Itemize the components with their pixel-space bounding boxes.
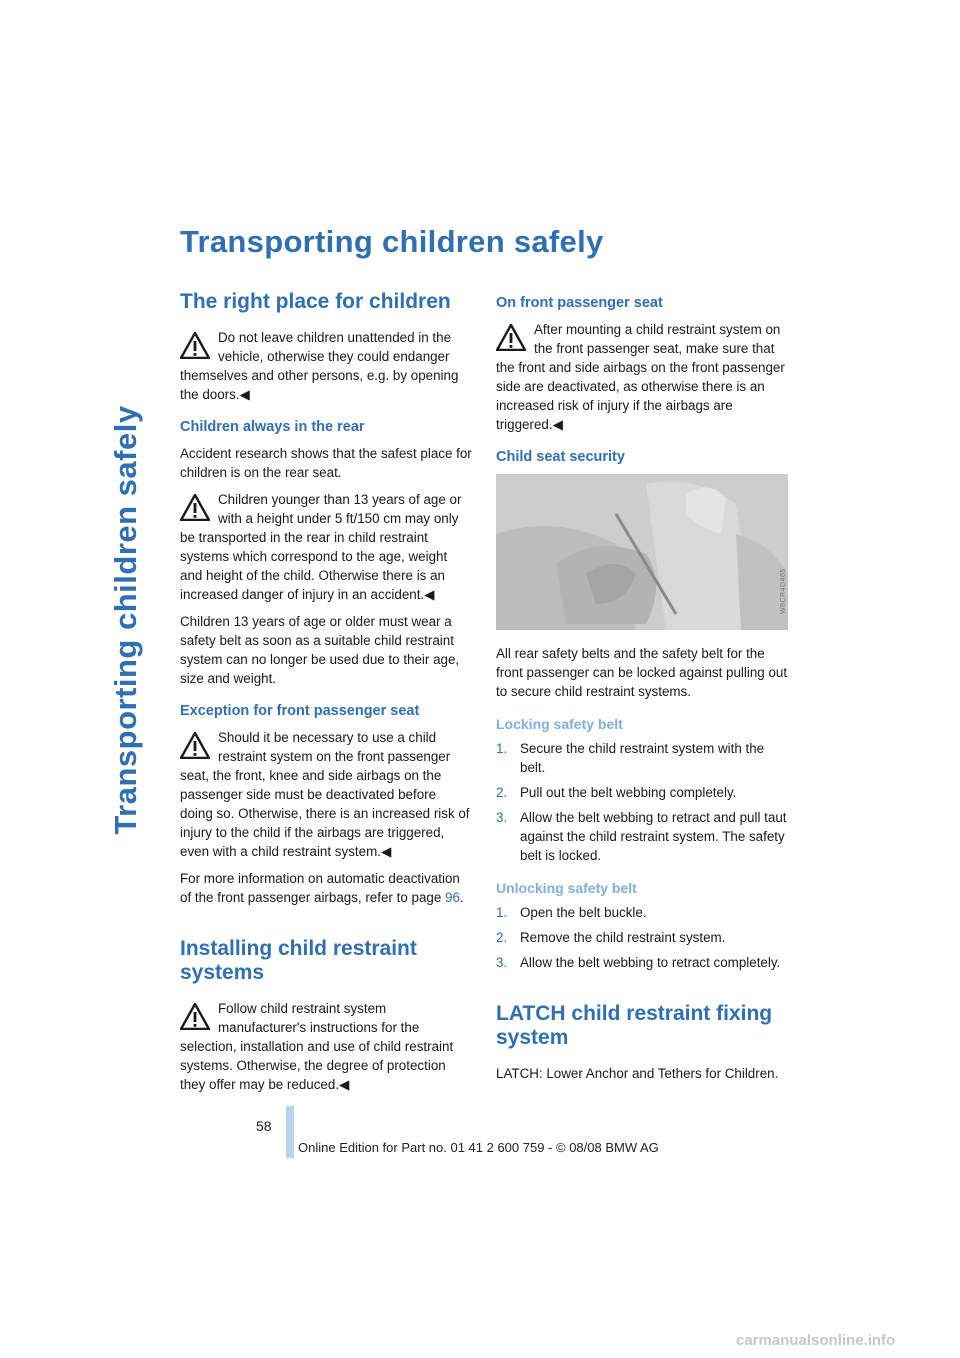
step-number: 2. [496, 785, 508, 800]
list-item [496, 783, 788, 802]
left-column [180, 290, 472, 1102]
warning-text-3: Should it be necessary to use a child restraint system on the front passenger seat, the front, knee and side airbags on the passenger side must be deactivated before doing so. Otherwise, there is an increased risk of injury to the child if the airbags are triggered, even with a child restraint system.◀ [180, 730, 470, 859]
page-title: Transporting children safely [180, 224, 604, 259]
paragraph-children-13: Children 13 years of age or older must wear a safety belt as soon as a suitable child restraint system can no longer be used due to their age, size and weight. [180, 614, 460, 686]
warning-triangle-icon [496, 324, 526, 354]
more-info-end: . [459, 890, 464, 905]
heading-unlocking-belt: Unlocking safety belt [496, 880, 637, 896]
warning-text-2: Children younger than 13 years of age or with a height under 5 ft/150 cm may only be transported in the rear in child restraint systems which correspond to the age, weight and height of the child. Otherwise there is an increased danger of injury in an accident.◀ [180, 492, 462, 602]
step-text: Pull out the belt webbing completely. [520, 785, 737, 800]
list-item [496, 953, 788, 972]
side-running-title: Transporting children safely [108, 405, 143, 835]
step-number: 3. [496, 955, 508, 970]
warning-block-3 [180, 728, 472, 861]
warning-text-5: After mounting a child restraint system on the front passenger seat, make sure that the front and side airbags on the front passenger side are deactivated, as otherwise there is an increased risk of injury if the airbags are triggered.◀ [496, 322, 785, 432]
heading-exception-front: Exception for front passenger seat [180, 703, 420, 719]
car-interior-image [496, 474, 788, 630]
warning-text-1: Do not leave children unattended in the vehicle, otherwise they could endanger themselves and other persons, e.g. by opening the doors.◀ [180, 330, 459, 402]
heading-child-seat-security: Child seat security [496, 449, 625, 465]
heading-installing: Installing child restraint systems [180, 937, 417, 984]
page-number: 58 [256, 1118, 272, 1134]
warning-triangle-icon [180, 332, 210, 362]
step-text: Open the belt buckle. [520, 905, 647, 920]
warning-block-1 [180, 328, 472, 404]
step-number: 1. [496, 741, 508, 756]
step-text: Allow the belt webbing to retract completely. [520, 955, 781, 970]
page-reference-link[interactable]: 96 [445, 890, 460, 905]
paragraph-all-rear-belts: All rear safety belts and the safety belt for the front passenger can be locked against pulling out to secure child restraint systems. [496, 646, 788, 699]
figure-code: W8CR4D465 [780, 568, 787, 614]
list-item [496, 928, 788, 947]
heading-always-rear: Children always in the rear [180, 419, 365, 435]
heading-locking-belt: Locking safety belt [496, 716, 623, 732]
paragraph-latch-definition: LATCH: Lower Anchor and Tethers for Children. [496, 1066, 779, 1081]
warning-block-5 [496, 320, 788, 434]
paragraph-accident-research: Accident research shows that the safest place for children is on the rear seat. [180, 446, 472, 480]
more-info-text: For more information on automatic deactivation of the front passenger airbags, refer to page [180, 871, 460, 905]
step-number: 1. [496, 905, 508, 920]
warning-triangle-icon [180, 732, 210, 762]
list-item [496, 903, 788, 922]
heading-right-place: The right place for children [180, 290, 451, 313]
list-item [496, 739, 788, 777]
heading-front-passenger-seat: On front passenger seat [496, 295, 663, 311]
step-number: 3. [496, 810, 508, 825]
child-seat-illustration [496, 474, 788, 630]
right-column [496, 290, 788, 1091]
footer-edition-text: Online Edition for Part no. 01 41 2 600 759 - © 08/08 BMW AG [298, 1140, 659, 1155]
warning-block-2 [180, 490, 472, 604]
unlocking-steps-list [496, 903, 788, 972]
warning-triangle-icon [180, 494, 210, 524]
footer-accent-bar [286, 1106, 294, 1158]
step-text: Remove the child restraint system. [520, 930, 726, 945]
list-item [496, 808, 788, 865]
heading-latch-system: LATCH child restraint fixing system [496, 1002, 773, 1049]
paragraph-more-info [180, 869, 472, 907]
site-watermark: carmanualsonline.info [736, 1332, 896, 1349]
warning-text-4: Follow child restraint system manufacturer's instructions for the selection, installation and use of child restraint systems. Otherwise, the degree of protection they offer may be reduced.◀ [180, 1001, 454, 1092]
warning-block-4 [180, 999, 472, 1094]
step-text: Secure the child restraint system with the belt. [520, 741, 765, 775]
step-text: Allow the belt webbing to retract and pull taut against the child restraint system. The safety belt is locked. [520, 810, 787, 863]
locking-steps-list [496, 739, 788, 865]
warning-triangle-icon [180, 1003, 210, 1033]
step-number: 2. [496, 930, 508, 945]
